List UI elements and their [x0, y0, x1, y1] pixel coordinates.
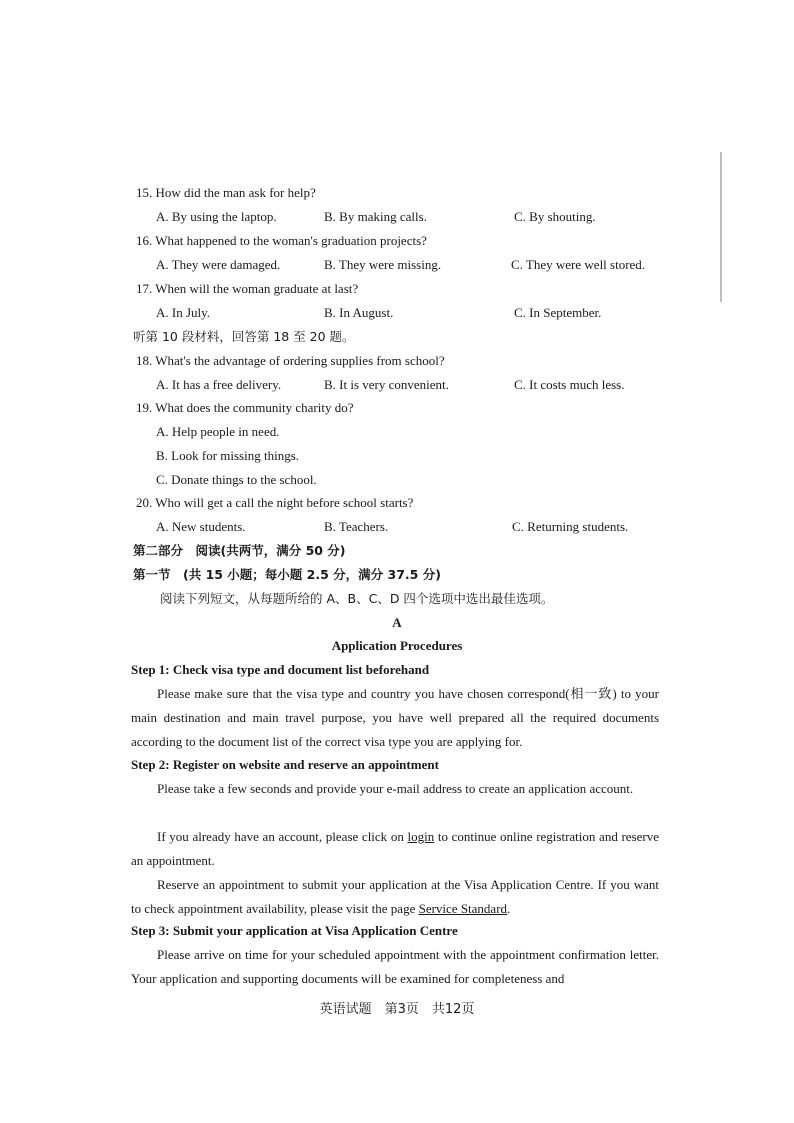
- question-15-option-c: C. By shouting.: [514, 209, 596, 224]
- question-15-option-a: A. By using the laptop.: [156, 209, 277, 224]
- question-17-option-c: C. In September.: [514, 305, 602, 320]
- question-19-stem: 19. What does the community charity do?: [136, 400, 354, 415]
- question-20-option-a: A. New students.: [156, 519, 246, 534]
- question-18-stem: 18. What's the advantage of ordering supplies from school?: [136, 353, 445, 368]
- question-16-option-a: A. They were damaged.: [156, 257, 281, 272]
- step-2-paragraph-2: [131, 825, 659, 873]
- step-2-text-2a: If you already have an account, please click on: [157, 829, 408, 844]
- question-18-option-a: A. It has a free delivery.: [156, 377, 282, 392]
- step-2-text-2b: to continue online registration and reserve an appointment.: [131, 829, 660, 868]
- step-2-text-3a: Reserve an appointment to submit your application at the Visa Application Centre. If you want to check appointment availability, please visit the page: [131, 877, 659, 916]
- step-2-heading: Step 2: Register on website and reserve an appointment: [131, 757, 439, 772]
- question-20-option-c: C. Returning students.: [512, 519, 629, 534]
- question-19-option-c: C. Donate things to the school.: [156, 472, 317, 487]
- service-standard-link[interactable]: Service Standard: [418, 901, 508, 916]
- step-2-paragraph-1: [131, 777, 659, 801]
- section-1-heading: 第一节 (共 15 小题；每小题 2.5 分，满分 37.5 分): [133, 567, 441, 582]
- passage-title: Application Procedures: [331, 638, 463, 653]
- question-15-stem: 15. How did the man ask for help?: [136, 185, 316, 200]
- question-19-option-b: B. Look for missing things.: [156, 448, 300, 463]
- login-link[interactable]: login: [407, 829, 435, 844]
- passage-letter: A: [392, 615, 402, 630]
- question-17-option-b: B. In August.: [324, 305, 394, 320]
- part-2-heading: 第二部分 阅读(共两节，满分 50 分): [133, 543, 346, 558]
- step-2-paragraph-3: [131, 873, 659, 921]
- step-3-heading: Step 3: Submit your application at Visa Application Centre: [131, 923, 458, 938]
- question-18-option-c: C. It costs much less.: [514, 377, 625, 392]
- reading-instruction: 阅读下列短文，从每题所给的 A、B、C、D 四个选项中选出最佳选项。: [160, 591, 554, 606]
- question-16-stem: 16. What happened to the woman's graduation projects?: [136, 233, 427, 248]
- step-1-paragraph: [131, 682, 659, 754]
- question-16-option-b: B. They were missing.: [324, 257, 442, 272]
- step-1-text: Please make sure that the visa type and country you have chosen correspond(相一致) to your main destination and main travel purpose, you have well prepared all the required documents according to the document list of the correct visa type you are applying for.: [131, 686, 659, 749]
- question-15-option-b: B. By making calls.: [324, 209, 427, 224]
- question-20-stem: 20. Who will get a call the night before school starts?: [136, 495, 414, 510]
- question-17-option-a: A. In July.: [156, 305, 211, 320]
- step-3-text: Please arrive on time for your scheduled appointment with the appointment confirmation letter. Your application and supporting documents will be examined for completeness and: [131, 947, 659, 986]
- question-18-option-b: B. It is very convenient.: [324, 377, 449, 392]
- question-20-option-b: B. Teachers.: [324, 519, 389, 534]
- question-17-stem: 17. When will the woman graduate at last?: [136, 281, 359, 296]
- question-19-option-a: A. Help people in need.: [156, 424, 280, 439]
- page-footer: 英语试题 第3页 共12页: [319, 1002, 475, 1017]
- material-10-instruction: 听第 10 段材料，回答第 18 至 20 题。: [133, 329, 355, 344]
- scan-edge-mark: [720, 152, 722, 302]
- step-2-text-3b: .: [507, 901, 511, 916]
- step-1-heading: Step 1: Check visa type and document list beforehand: [131, 662, 430, 677]
- step-2-text-1: Please take a few seconds and provide your e-mail address to create an application account.: [157, 781, 634, 796]
- step-3-paragraph: [131, 943, 659, 991]
- question-16-option-c: C. They were well stored.: [511, 257, 646, 272]
